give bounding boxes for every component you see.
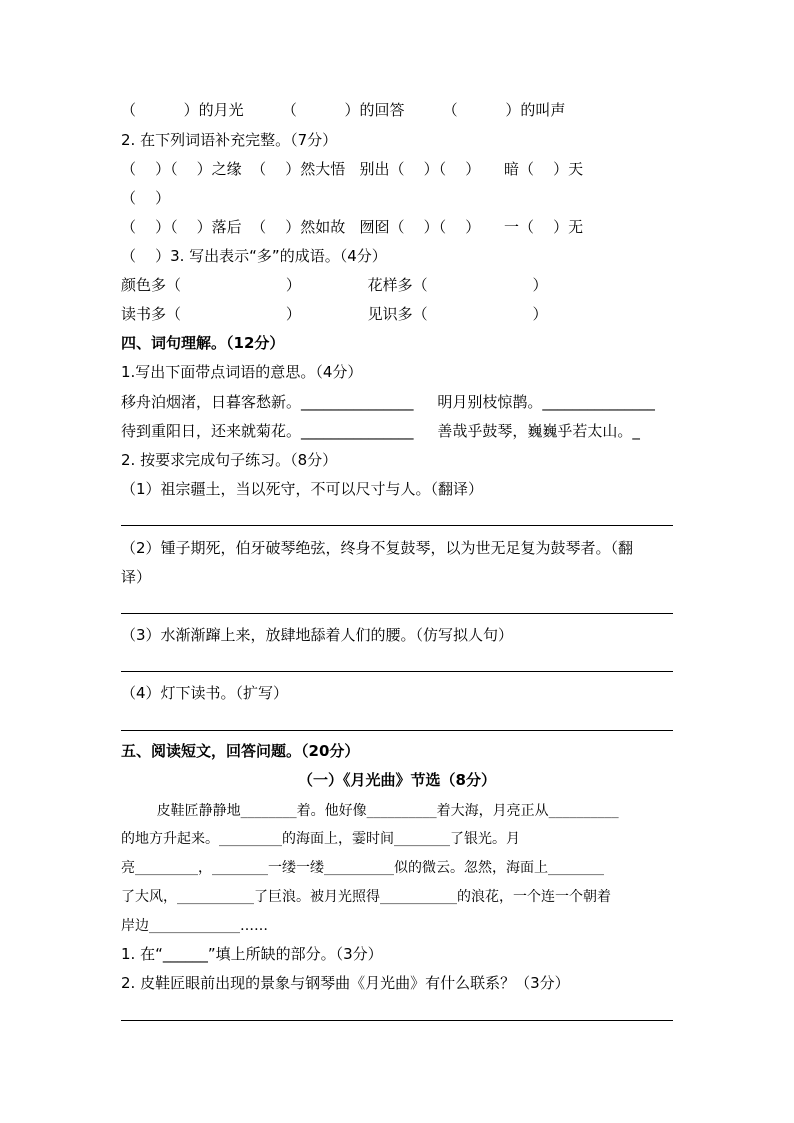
passage-line-2: 的地方升起来。_________的海面上，霎时间________了银光。月 [121, 831, 520, 847]
answer-line-4 [121, 730, 673, 731]
passage-line-4: 了大风，___________了巨浪。被月光照得___________的浪花，一个连一个朝着 [121, 889, 611, 905]
idiom-row-1-wrap: （ ） [121, 189, 171, 207]
passage-question-1: 1. 在“______”填上所缺的部分。（3分） [121, 945, 383, 963]
sentence-task-2-wrap: 译） [121, 568, 152, 586]
answer-line-1 [121, 525, 673, 526]
sentence-task-2: （2）锺子期死，伯牙破琴绝弦，终身不复鼓琴，以为世无足复为鼓琴者。（翻 [121, 539, 634, 557]
question-3-title: （ ）3. 写出表示“多”的成语。（4分） [121, 247, 387, 265]
many-idioms-row-1: 颜色多（ ） 花样多（ ） [121, 276, 548, 294]
section-4-question-2: 2. 按要求完成句子练习。（8分） [121, 451, 338, 469]
answer-line-3 [121, 671, 673, 672]
sentence-task-3: （3）水渐渐蹿上来，放肆地舔着人们的腰。（仿写拟人句） [121, 626, 514, 644]
sentence-task-4: （4）灯下读书。（扩写） [121, 684, 289, 702]
question-2-title: 2. 在下列词语补充完整。（7分） [121, 131, 338, 149]
sentence-task-1: （1）祖宗疆土，当以死守，不可以尺寸与人。（翻译） [121, 480, 484, 498]
answer-line-2 [121, 613, 673, 614]
poem-line-row-1: 移舟泊烟渚，日暮客愁新。_______________ 明月别枝惊鹊。_______________ [121, 393, 655, 411]
passage-line-5: 岸边_____________…… [121, 918, 268, 934]
fill-blank-row-moonlight: （ ）的月光 （ ）的回答 （ ）的叫声 [121, 101, 566, 119]
poem-line-row-2: 待到重阳日，还来就菊花。_______________ 善哉乎鼓琴，巍巍乎若太山。_ [121, 422, 640, 440]
passage-line-3: 亮_________，________一缕一缕__________似的微云。忽然，海面上________ [121, 860, 604, 876]
idiom-row-2: （ ）（ ）落后 （ ）然如故 囫囵（ ）（ ） 一（ ）无 [121, 218, 584, 236]
passage-question-2: 2. 皮鞋匠眼前出现的景象与钢琴曲《月光曲》有什么联系？（3分） [121, 974, 570, 992]
section-4-title: 四、词句理解。（12分） [121, 334, 285, 352]
passage-line-1: 皮鞋匠静静地________着。他好像__________着大海，月亮正从__________ [121, 803, 619, 819]
answer-line-5 [121, 1020, 673, 1021]
idiom-row-1: （ ）（ ）之缘 （ ）然大悟 别出（ ）（ ） 暗（ ）天 [121, 160, 584, 178]
passage-subtitle: （一）《月光曲》节选（8分） [298, 771, 496, 789]
section-4-question-1: 1.写出下面带点词语的意思。（4分） [121, 363, 363, 381]
many-idioms-row-2: 读书多（ ） 见识多（ ） [121, 305, 548, 323]
section-5-title: 五、阅读短文，回答问题。（20分） [121, 742, 360, 760]
